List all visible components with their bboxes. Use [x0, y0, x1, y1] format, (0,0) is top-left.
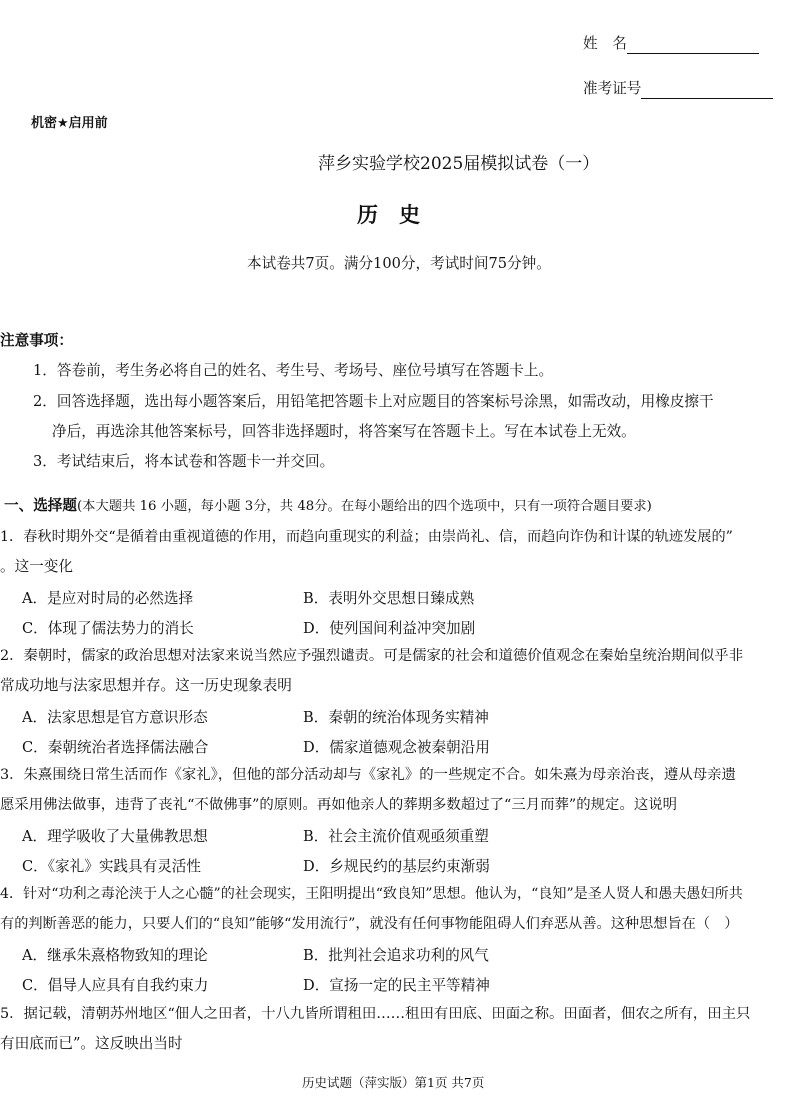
q1-option-c: C．体现了儒法势力的消长 — [22, 620, 194, 637]
q3-option-c: C．《家礼》实践具有灵活性 — [22, 858, 201, 875]
q4-option-c: C．倡导人应具有自我约束力 — [22, 977, 209, 994]
q4-option-d: D．宣扬一定的民主平等精神 — [303, 977, 490, 994]
page-footer: 历史试题（萍实版）第1页 共7页 — [302, 1075, 485, 1090]
q3-stem: 3．朱熹围绕日常生活而作《家礼》，但他的部分活动却与《家礼》的一些规定不合。如朱熹为母亲治丧，遵从母亲遗 — [0, 767, 736, 783]
q2-option-b: B．秦朝的统治体现务实精神 — [303, 709, 489, 726]
q3-option-a: A．理学吸收了大量佛教思想 — [22, 828, 208, 845]
notes-heading: 注意事项： — [0, 332, 73, 349]
q2-option-a: A．法家思想是官方意识形态 — [22, 709, 208, 726]
q1-option-d: D．使列国间利益冲突加剧 — [303, 620, 476, 637]
section-title: 一、选择题 — [4, 497, 77, 514]
q4-stem-cont: 有的判断善恶的能力，只要人们的“良知”能够“发用流行”，就没有任何事物能阻碍人们弃恶从善。这种思想旨在（ ） — [0, 916, 739, 932]
name-label: 姓 名 — [583, 35, 627, 52]
q3-option-b: B．社会主流价值观亟须重塑 — [303, 828, 489, 845]
q1-option-a: A．是应对时局的必然选择 — [22, 590, 194, 607]
name-blank — [627, 37, 759, 54]
note-item-2-cont: 净后，再选涂其他答案标号，回答非选择题时，将答案写在答题卡上。写在本试卷上无效。 — [52, 423, 636, 440]
exam-id-field — [583, 79, 773, 99]
q4-option-b: B．批判社会追求功利的风气 — [303, 947, 489, 964]
q2-option-c: C．秦朝统治者选择儒法融合 — [22, 739, 209, 756]
q3-option-d: D．乡规民约的基层约束渐弱 — [303, 858, 490, 875]
section-heading — [4, 496, 652, 517]
q4-option-a: A．继承朱熹格物致知的理论 — [22, 947, 208, 964]
section-desc: (本大题共 16 小题，每小题 3分，共 48分。在每小题给出的四个选项中，只有一项符合题目要求) — [76, 499, 652, 514]
note-item-1: 1．答卷前，考生务必将自己的姓名、考生号、考场号、座位号填写在答题卡上。 — [33, 362, 554, 379]
q5-stem: 5．据记载，清朝苏州地区“佃人之田者，十八九皆所谓租田……租田有田底、田面之称。田面者，佃农之所有，田主只 — [0, 1006, 751, 1022]
subject-title: 历 史 — [357, 203, 420, 227]
exam-info: 本试卷共7页。满分100分，考试时间75分钟。 — [247, 255, 551, 272]
q1-stem-cont: 。这一变化 — [0, 558, 73, 575]
exam-id-label: 准考证号 — [583, 80, 642, 97]
q1-stem: 1．春秋时期外交“是循着由重视道德的作用，而趋向重现实的利益；由崇尚礼、信，而趋向诈伪和计谋的轨迹发展的” — [0, 529, 733, 545]
name-field — [583, 34, 759, 54]
q5-stem-cont: 有田底而已”。这反映出当时 — [0, 1035, 183, 1052]
exam-title: 萍乡实验学校2025届模拟试卷（一） — [318, 154, 600, 174]
note-item-3: 3．考试结束后，将本试卷和答题卡一并交回。 — [33, 453, 335, 470]
q1-option-b: B．表明外交思想日臻成熟 — [303, 590, 475, 607]
note-item-2: 2．回答选择题，选出每小题答案后，用铅笔把答题卡上对应题目的答案标号涂黑，如需改动，用橡皮擦干 — [33, 393, 714, 410]
q4-stem: 4．针对“功利之毒沦浃于人之心髓”的社会现实，王阳明提出“致良知”思想。他认为，“良知”是圣人贤人和愚夫愚妇所共 — [0, 886, 743, 902]
confidential-label: 机密★启用前 — [31, 116, 108, 131]
q2-stem: 2．秦朝时，儒家的政治思想对法家来说当然应予强烈谴责。可是儒家的社会和道德价值观念在秦始皇统治期间似乎非 — [0, 648, 744, 664]
q3-stem-cont: 愿采用佛法做事，违背了丧礼“不做佛事”的原则。再如他亲人的葬期多数超过了“三月而葬”的规定。这说明 — [0, 797, 678, 813]
q2-stem-cont: 常成功地与法家思想并存。这一历史现象表明 — [0, 677, 292, 694]
q2-option-d: D．儒家道德观念被秦朝沿用 — [303, 739, 490, 756]
exam-id-blank — [641, 82, 773, 99]
